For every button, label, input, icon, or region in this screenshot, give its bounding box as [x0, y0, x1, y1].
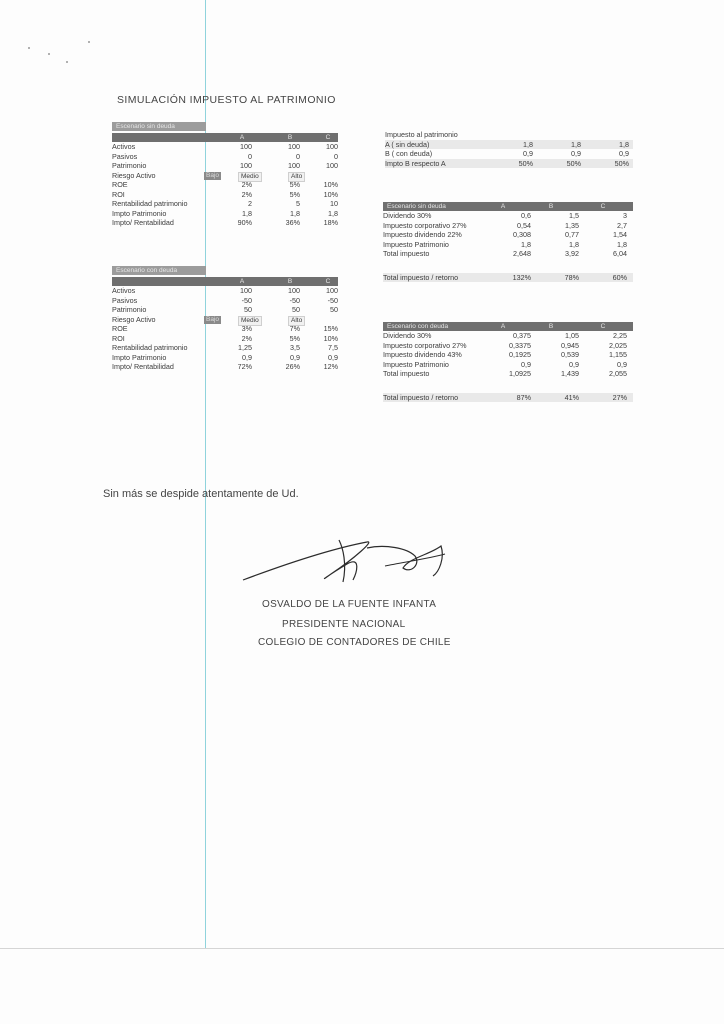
table-row	[112, 362, 338, 372]
table-row	[383, 369, 633, 379]
table-row	[112, 180, 338, 190]
table-cell: 100	[240, 161, 252, 170]
table-cell: 5	[296, 199, 300, 208]
table-cell: 2%	[241, 333, 252, 343]
table-cell: 0,1925	[509, 350, 531, 359]
table-cell: 50	[292, 305, 300, 314]
page-bottom-rule	[0, 948, 724, 949]
table-row	[383, 221, 633, 231]
total-label: Total impuesto / retorno	[383, 272, 459, 282]
table-cell: 1,8	[569, 239, 579, 249]
table-cell: 10%	[323, 180, 338, 189]
table-cell: 2,055	[609, 369, 627, 378]
table-cell: 0	[248, 151, 252, 161]
table-cell: 12%	[323, 362, 338, 371]
table-cell: 2	[248, 199, 252, 208]
table-cell: 1,25	[238, 343, 252, 352]
row-label: Pasivos	[112, 295, 138, 305]
row-label: Impuesto corporativo 27%	[383, 340, 467, 350]
row-label: Dividendo 30%	[383, 331, 432, 340]
table-cell: 7%	[289, 324, 300, 333]
row-label: B ( con deuda)	[385, 149, 433, 158]
table-cell: 1,8	[328, 208, 338, 218]
table-cell: 7,5	[328, 343, 338, 352]
table-row	[112, 190, 338, 200]
table-cell: 18%	[323, 218, 338, 227]
table-cell: 10%	[323, 189, 338, 199]
table-cell: 1,8	[617, 239, 627, 249]
table-cell: 1,0925	[509, 369, 531, 378]
table-row	[112, 334, 338, 344]
column-header-bar	[112, 277, 338, 286]
row-label: Impuesto Patrimonio	[383, 359, 449, 369]
table-cell: 0	[334, 151, 338, 161]
row-label: ROE	[112, 324, 128, 333]
row-label: Impto B respecto A	[385, 158, 446, 168]
total-row	[383, 273, 633, 283]
table-cell: 100	[240, 286, 252, 295]
table-cell: 0,3375	[509, 340, 531, 350]
table-cell: 0,9	[571, 149, 581, 158]
closing-line: Sin más se despide atentamente de Ud.	[103, 488, 299, 500]
row-label: Impto Patrimonio	[112, 208, 167, 218]
table-row	[112, 315, 338, 325]
table-row	[112, 171, 338, 181]
table-cell: 15%	[323, 324, 338, 333]
total-label: Total impuesto / retorno	[383, 392, 459, 402]
row-label: Activos	[112, 142, 136, 151]
table-cell: 0,54	[517, 220, 531, 230]
table-cell: 5%	[289, 189, 300, 199]
table-impuesto-patrimonio	[385, 130, 633, 168]
table-header: Escenario sin deuda	[112, 122, 206, 131]
table-header-bar	[383, 202, 633, 211]
table-cell: 90%	[237, 218, 252, 227]
table-cell: 1,35	[565, 220, 579, 230]
row-label: Impto Patrimonio	[112, 352, 167, 362]
column-header: A	[500, 323, 506, 330]
table-cell: 0,9	[290, 352, 300, 362]
risk-level-chip: Alto	[288, 172, 305, 182]
table-cell: 2,025	[609, 340, 627, 350]
table-cell: 5%	[289, 333, 300, 343]
column-header: C	[325, 134, 331, 141]
table-cell: 0,6	[521, 211, 531, 220]
table-sin-deuda-left	[112, 122, 338, 228]
table-row	[112, 152, 338, 162]
table-cell: 1,8	[619, 139, 629, 149]
total-value: 87%	[516, 392, 531, 402]
table-row	[112, 324, 338, 334]
total-row	[383, 393, 633, 403]
row-label: Impto/ Rentabilidad	[112, 362, 174, 371]
table-cell: 1,8	[290, 208, 300, 218]
table-row	[112, 353, 338, 363]
table-cell: 0,539	[561, 350, 579, 359]
total-value: 27%	[612, 392, 627, 402]
table-row	[383, 350, 633, 360]
row-label: Total impuesto	[383, 369, 430, 378]
table-cell: 100	[288, 286, 300, 295]
table-cell: 0,9	[617, 359, 627, 369]
column-header: C	[600, 323, 606, 330]
table-row	[112, 343, 338, 353]
table-cell: 100	[288, 142, 300, 151]
table-cell: 0,77	[565, 230, 579, 239]
table-row	[385, 130, 633, 140]
risk-level-chip: Bajo	[206, 315, 220, 323]
table-cell: 1,8	[521, 239, 531, 249]
scan-speck	[48, 53, 50, 55]
scan-speck	[66, 61, 68, 63]
table-cell: 0,945	[561, 340, 579, 350]
total-value: 132%	[512, 272, 531, 282]
column-header: C	[600, 203, 606, 210]
table-header: Escenario sin deuda	[387, 203, 446, 210]
column-header: B	[548, 203, 554, 210]
row-label: Impuesto dividendo 22%	[383, 230, 462, 239]
column-header-bar	[112, 133, 338, 142]
table-cell: 0,9	[521, 359, 531, 369]
table-cell: 100	[326, 142, 338, 151]
table-cell: 0,9	[523, 149, 533, 158]
table-cell: 2%	[241, 180, 252, 189]
table-row	[112, 305, 338, 315]
row-label: Total impuesto	[383, 249, 430, 258]
total-value: 60%	[612, 272, 627, 282]
table-cell: 2,25	[613, 331, 627, 340]
table-cell: 2,7	[617, 220, 627, 230]
table-row	[385, 140, 633, 150]
column-header: C	[325, 278, 331, 285]
table-cell: 36%	[285, 218, 300, 227]
row-label: A ( sin deuda)	[385, 139, 430, 149]
column-header: A	[239, 134, 245, 141]
table-cell: 0,9	[619, 149, 629, 158]
table-cell: 3,92	[565, 249, 579, 258]
row-label: Pasivos	[112, 151, 138, 161]
table-cell: 1,8	[242, 208, 252, 218]
table-row	[383, 341, 633, 351]
table-cell: 2%	[241, 189, 252, 199]
scan-speck	[28, 47, 30, 49]
row-label: Patrimonio	[112, 305, 147, 314]
table-cell: 2,648	[513, 249, 531, 258]
table-row	[112, 286, 338, 296]
table-cell: 50%	[614, 158, 629, 168]
signatory-organization: COLEGIO DE CONTADORES DE CHILE	[258, 637, 451, 648]
table-cell: 100	[288, 161, 300, 170]
table-cell: 1,54	[613, 230, 627, 239]
table-row	[383, 211, 633, 221]
table-cell: 3%	[241, 324, 252, 333]
table-cell: 5%	[289, 180, 300, 189]
table-row	[112, 296, 338, 306]
table-row	[383, 230, 633, 240]
table-cell: 0,9	[242, 352, 252, 362]
row-label: Impuesto corporativo 27%	[383, 220, 467, 230]
table-con-deuda-left	[112, 266, 338, 372]
table-cell: 0,375	[513, 331, 531, 340]
row-label: Dividendo 30%	[383, 211, 432, 220]
table-cell: 1,05	[565, 331, 579, 340]
row-label: Rentabilidad patrimonio	[112, 199, 188, 208]
table-row	[112, 218, 338, 228]
table-cell: 3	[623, 211, 627, 220]
table-cell: 10%	[323, 333, 338, 343]
table-cell: 1,5	[569, 211, 579, 220]
row-label: Riesgo Activo	[112, 314, 156, 324]
table-cell: 1,8	[571, 139, 581, 149]
table-cell: 50%	[518, 158, 533, 168]
total-value: 78%	[564, 272, 579, 282]
handwritten-signature	[235, 528, 475, 598]
table-header: Escenario con deuda	[387, 323, 449, 330]
table-cell: 0	[296, 151, 300, 161]
table-cell: 3,5	[290, 343, 300, 352]
risk-level-chip: Alto	[288, 316, 305, 326]
table-cell: 50%	[566, 158, 581, 168]
table-row	[385, 149, 633, 159]
row-label: Riesgo Activo	[112, 170, 156, 180]
column-header: A	[239, 278, 245, 285]
table-cell: 1,439	[561, 369, 579, 378]
row-label: Impto/ Rentabilidad	[112, 218, 174, 227]
table-con-deuda-right	[383, 322, 633, 402]
table-cell: -50	[327, 295, 338, 305]
row-label: Rentabilidad patrimonio	[112, 343, 188, 352]
row-label: Activos	[112, 286, 136, 295]
row-label: ROI	[112, 333, 125, 343]
table-row	[112, 142, 338, 152]
table-row	[383, 249, 633, 259]
risk-level-chip: Medio	[238, 316, 262, 326]
scan-speck	[88, 41, 90, 43]
table-header-bar	[383, 322, 633, 331]
table-cell: 6,04	[613, 249, 627, 258]
signatory-name: OSVALDO DE LA FUENTE INFANTA	[262, 599, 437, 610]
column-header: B	[548, 323, 554, 330]
row-label: Impuesto Patrimonio	[383, 239, 449, 249]
table-row	[112, 161, 338, 171]
column-header: B	[287, 134, 293, 141]
table-row	[383, 360, 633, 370]
table-row	[385, 159, 633, 169]
table-cell: 0,9	[328, 352, 338, 362]
row-label: ROE	[112, 180, 128, 189]
document-title: SIMULACIÓN IMPUESTO AL PATRIMONIO	[117, 94, 336, 106]
table-cell: 10	[330, 199, 338, 208]
table-cell: 72%	[237, 362, 252, 371]
table-cell: 26%	[285, 362, 300, 371]
table-header: Escenario con deuda	[112, 266, 206, 275]
table-cell: 1,155	[609, 350, 627, 359]
table-cell: 0,9	[569, 359, 579, 369]
table-cell: -50	[241, 295, 252, 305]
table-row	[383, 331, 633, 341]
risk-level-chip: Bajo	[206, 171, 220, 179]
table-cell: 0,308	[513, 230, 531, 239]
table-row	[112, 209, 338, 219]
table-cell: -50	[289, 295, 300, 305]
row-label: Impuesto dividendo 43%	[383, 350, 462, 359]
row-label: Patrimonio	[112, 161, 147, 170]
column-header: B	[287, 278, 293, 285]
table-cell: 100	[326, 161, 338, 170]
table-cell: 100	[326, 286, 338, 295]
risk-level-chip: Medio	[238, 172, 262, 182]
signatory-role: PRESIDENTE NACIONAL	[282, 619, 406, 630]
table-sin-deuda-right	[383, 202, 633, 282]
table-cell: 50	[244, 305, 252, 314]
table-row	[383, 240, 633, 250]
row-label: Impuesto al patrimonio	[385, 130, 458, 139]
table-cell: 50	[330, 305, 338, 314]
total-value: 41%	[564, 392, 579, 402]
column-header: A	[500, 203, 506, 210]
row-label: ROI	[112, 189, 125, 199]
table-row	[112, 199, 338, 209]
table-cell: 100	[240, 142, 252, 151]
table-cell: 1,8	[523, 139, 533, 149]
